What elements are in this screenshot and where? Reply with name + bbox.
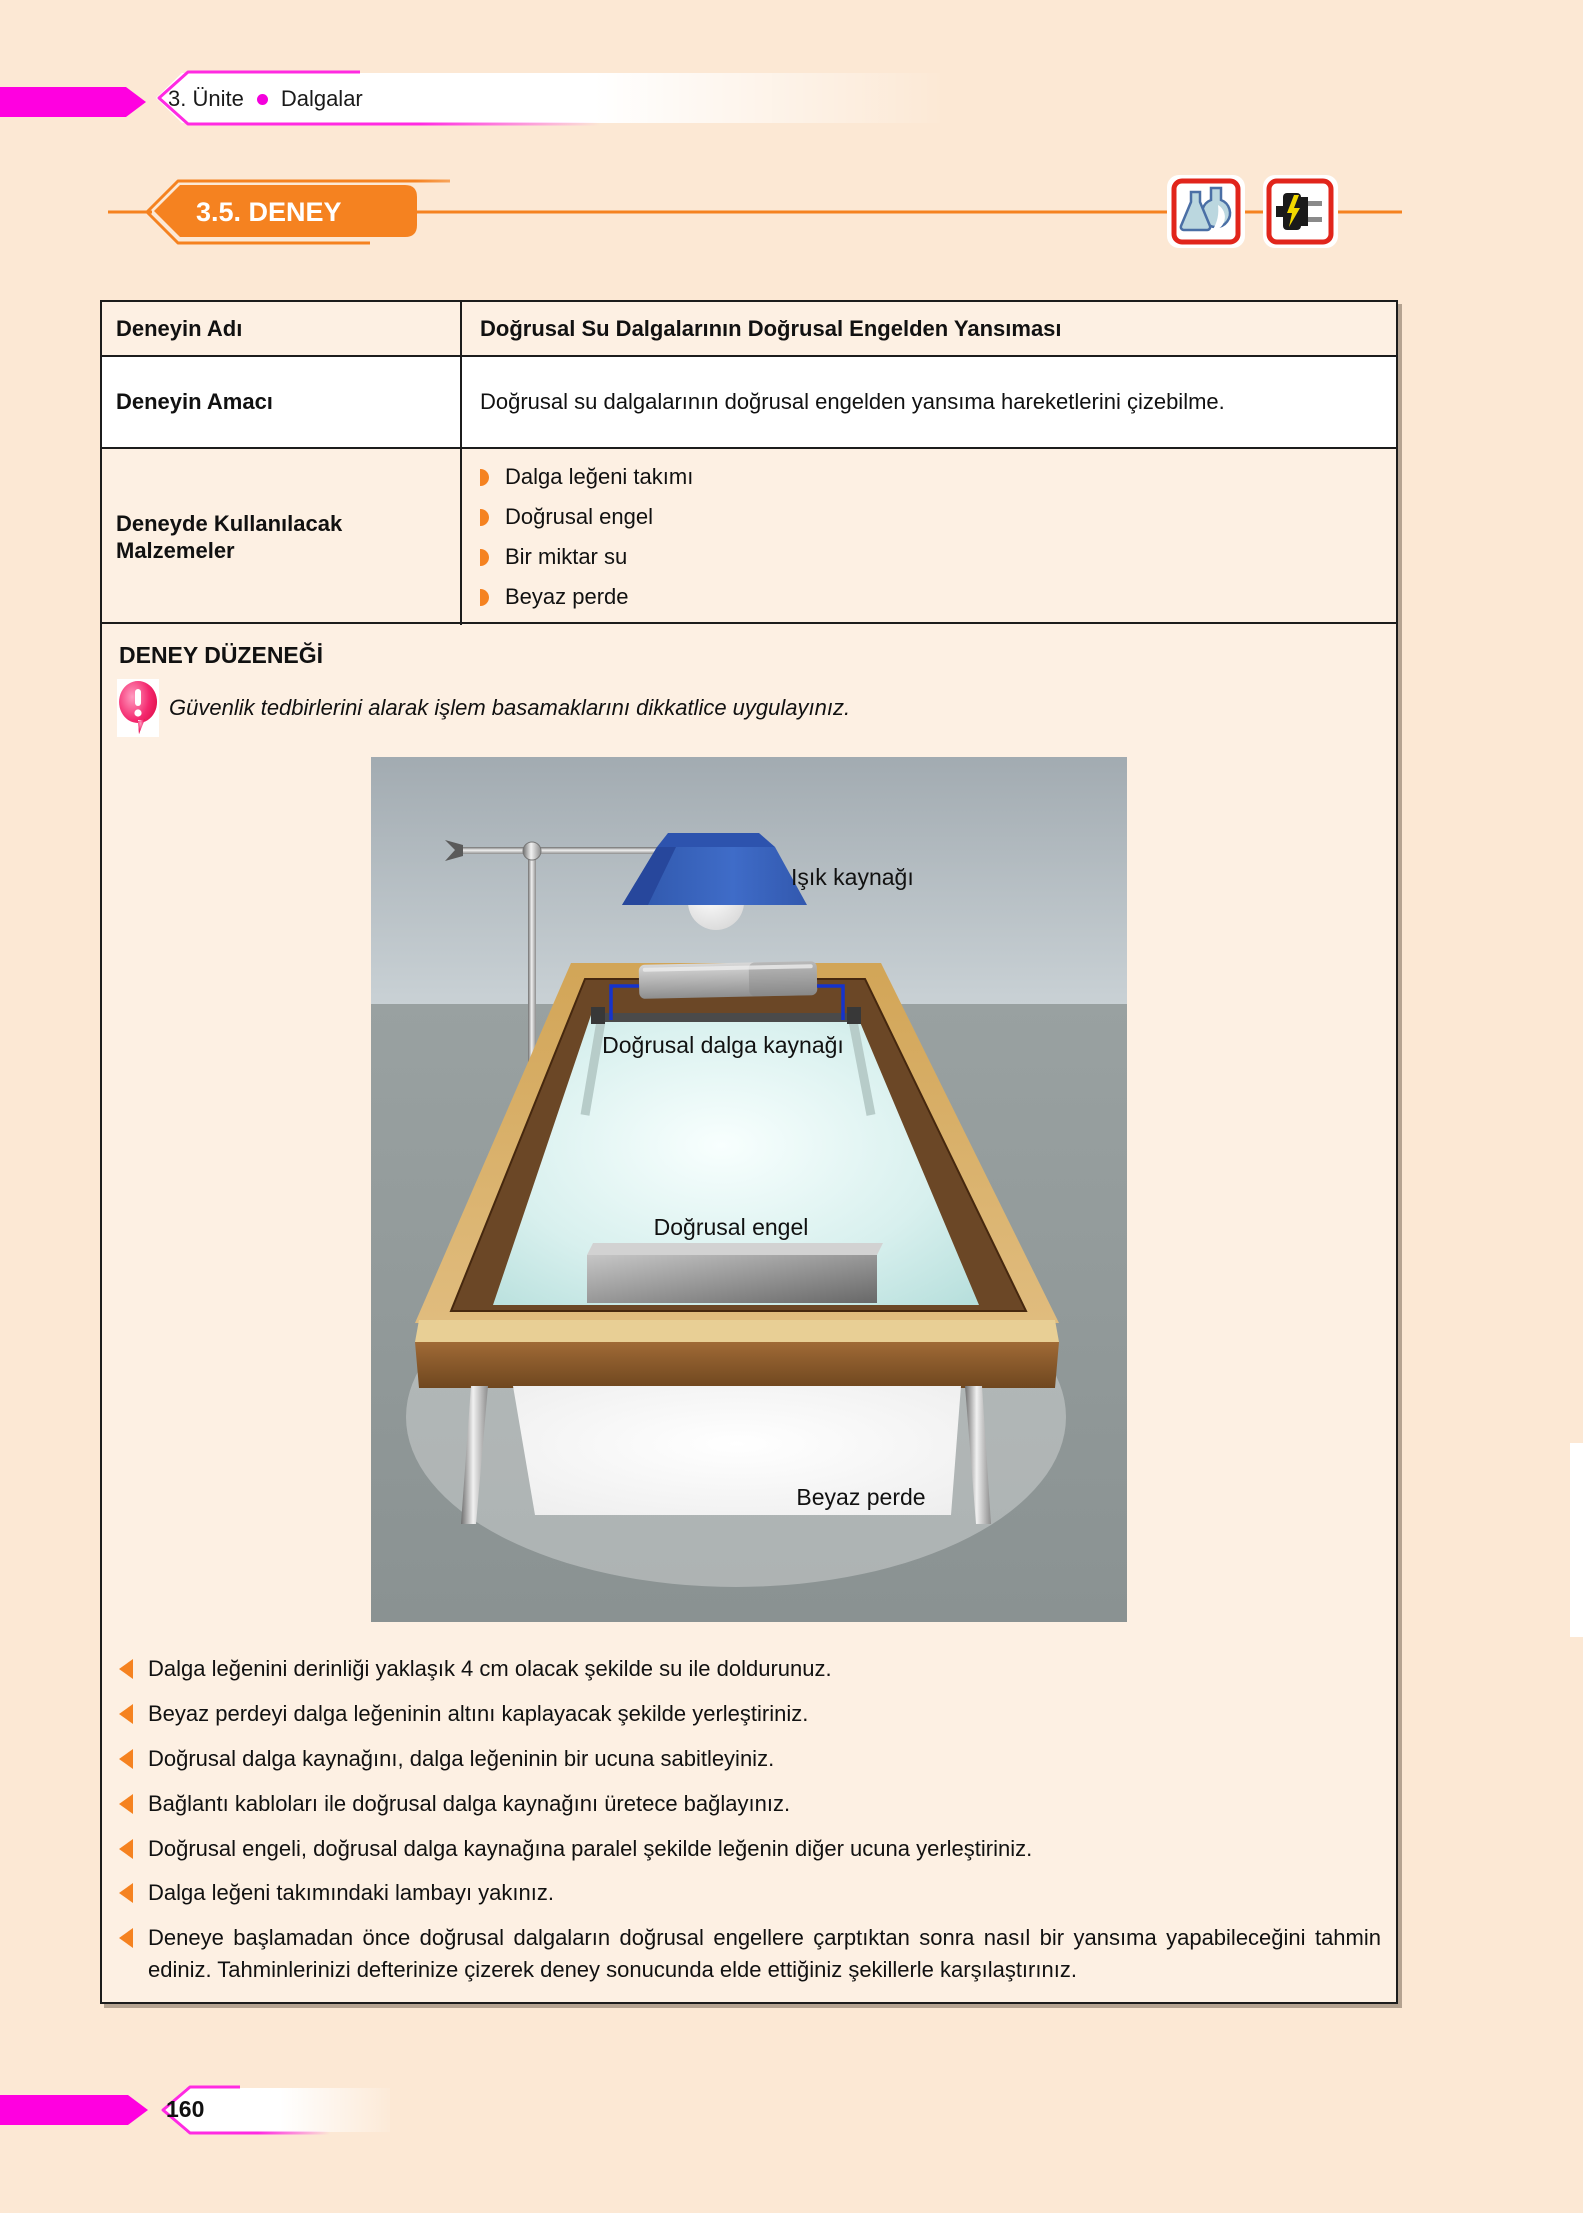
chemistry-flask-icon	[1167, 175, 1245, 248]
electricity-plug-icon	[1263, 175, 1338, 248]
dipper-foot-right	[847, 1007, 861, 1024]
page-edge-artifact	[1570, 1443, 1583, 1637]
source-dipper-bar	[595, 1013, 857, 1022]
procedure-step: Doğrusal dalga kaynağını, dalga leğeninin bir ucuna sabitleyiniz.	[119, 1743, 1381, 1775]
list-item: Bir miktar su	[480, 544, 1382, 570]
table-row-materials	[102, 449, 1396, 624]
setup-diagram	[371, 757, 1127, 1627]
label-obstacle: Doğrusal engel	[653, 1214, 809, 1240]
section-banner	[100, 170, 1420, 255]
experiment-aim: Doğrusal su dalgalarının doğrusal engelden yansıma hareketlerini çizebilme.	[480, 389, 1225, 415]
lamp-shade-top	[657, 833, 775, 847]
stand-arm	[459, 847, 671, 854]
bullet-icon	[480, 549, 489, 566]
arrow-bullet-icon	[119, 1659, 133, 1679]
row-label: Deneyin Adı	[102, 302, 462, 355]
row-label: Deneyde Kullanılacak Malzemeler	[102, 449, 462, 625]
obstacle-front	[587, 1255, 877, 1303]
experiment-box	[100, 300, 1398, 2004]
procedure-list	[119, 1653, 1381, 1986]
label-screen: Beyaz perde	[796, 1484, 926, 1510]
table-row-name	[102, 302, 1396, 357]
row-label: Deneyin Amacı	[102, 357, 462, 447]
wave-generator	[639, 961, 818, 999]
list-item: Beyaz perde	[480, 584, 1382, 610]
arrow-bullet-icon	[119, 1749, 133, 1769]
list-item: Dalga leğeni takımı	[480, 464, 1382, 490]
warning-balloon-icon	[117, 679, 159, 737]
breadcrumb	[168, 84, 363, 114]
procedure-step: Dalga leğeni takımındaki lambayı yakınız.	[119, 1877, 1381, 1909]
setup-heading: DENEY DÜZENEĞİ	[119, 642, 324, 668]
bullet-icon	[480, 589, 489, 606]
label-wave-source: Doğrusal dalga kaynağı	[602, 1032, 844, 1058]
procedure-step: Doğrusal engeli, doğrusal dalga kaynağına paralel şekilde leğenin diğer ucuna yerleştiriniz.	[119, 1833, 1381, 1865]
safety-warning	[117, 679, 1381, 737]
separator-dot-icon	[257, 94, 268, 105]
list-item: Doğrusal engel	[480, 504, 1382, 530]
bullet-icon	[480, 509, 489, 526]
unit-number: 3. Ünite	[168, 86, 244, 111]
dipper-foot-left	[591, 1007, 605, 1024]
table-front	[415, 1342, 1059, 1388]
obstacle-top	[587, 1243, 883, 1255]
header-magenta-bar	[0, 87, 146, 117]
ripple-tank-illustration	[371, 757, 1127, 1622]
procedure-step: Beyaz perdeyi dalga leğeninin altını kaplayacak şekilde yerleştiriniz.	[119, 1698, 1381, 1730]
unit-header-band	[0, 60, 1000, 130]
page-number: 160	[166, 2096, 205, 2122]
stand-clamp	[523, 842, 541, 860]
arrow-bullet-icon	[119, 1704, 133, 1724]
label-light-source: Işık kaynağı	[791, 864, 914, 890]
experiment-name: Doğrusal Su Dalgalarının Doğrusal Engelden Yansıması	[480, 315, 1062, 341]
section-title: 3.5. DENEY	[196, 197, 342, 227]
unit-topic: Dalgalar	[280, 86, 363, 111]
table-row-aim	[102, 357, 1396, 449]
bullet-icon	[480, 469, 489, 486]
arrow-bullet-icon	[119, 1794, 133, 1814]
arrow-bullet-icon	[119, 1928, 133, 1948]
materials-list	[462, 449, 1396, 625]
procedure-step: Dalga leğenini derinliği yaklaşık 4 cm olacak şekilde su ile doldurunuz.	[119, 1653, 1381, 1685]
page-footer-band	[0, 2080, 700, 2160]
table-top-edge	[415, 1320, 1059, 1342]
arrow-bullet-icon	[119, 1839, 133, 1859]
procedure-step: Deneye başlamadan önce doğrusal dalgaların doğrusal engellere çarptıktan sonra nasıl bir yansıma yapabileceğini tahmin ediniz. Tahminlerinizi defterinize çizerek deney sonucunda elde ettiğiniz şekillerle karşılaştırınız.	[119, 1922, 1381, 1986]
arrow-bullet-icon	[119, 1883, 133, 1903]
setup-section	[102, 642, 1396, 1986]
footer-magenta-bar	[0, 2095, 148, 2125]
procedure-step: Bağlantı kabloları ile doğrusal dalga kaynağını üretece bağlayınız.	[119, 1788, 1381, 1820]
warning-text: Güvenlik tedbirlerini alarak işlem basamaklarını dikkatlice uygulayınız.	[169, 695, 851, 720]
